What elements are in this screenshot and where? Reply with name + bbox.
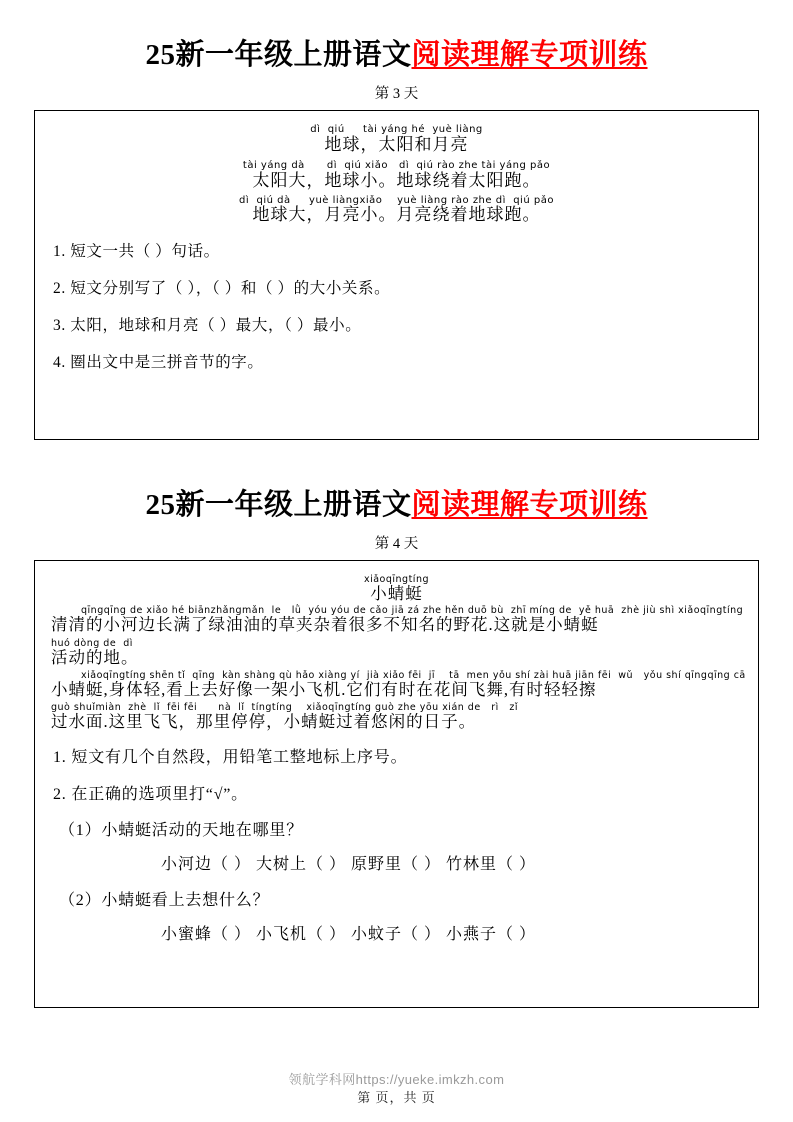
article-2-block-4 (51, 703, 742, 730)
article-1-line-1-hanzi: 太阳大，地球小。地球绕着太阳跑。 (252, 170, 541, 190)
article-1-line-2 (51, 196, 742, 224)
question-2-1: 1. 短文有几个自然段，用铅笔工整地标上序号。 (53, 749, 408, 767)
article-1-line-2-hanzi: 地球大，月亮小。月亮绕着地球跑。 (252, 205, 541, 225)
title-black-1: 25新一年级上册语文 (145, 39, 412, 71)
article-1-title (51, 125, 742, 153)
article-2-title-pinyin: xiǎoqīngtíng (363, 574, 430, 585)
article-2-block-3-hanzi: 小蜻蜓,身体轻,看上去好像一架小飞机.它们有时在花间飞舞,有时轻轻擦 (51, 679, 597, 699)
question-2-2-options-1: 小河边（ ） 大树上（ ） 原野里（ ） 竹林里（ ） (161, 856, 537, 874)
article-2-block-2-hanzi: 活动的地。 (51, 647, 139, 667)
article-2-block-2 (51, 639, 742, 666)
article-2 (51, 574, 746, 732)
article-2-block-4-hanzi: 过水面.这里飞飞，那里停停，小蜻蜓过着悠闲的日子。 (51, 712, 477, 732)
day-label-1: 第 3 天 (374, 86, 419, 102)
question-1-2: 2. 短文分别写了（ ），（ ）和（ ）的大小关系。 (53, 280, 391, 298)
question-1-4: 4. 圈出文中是三拼音节的字。 (53, 354, 264, 372)
article-1-line-1 (51, 161, 742, 189)
question-1-1: 1. 短文一共（ ）句话。 (53, 243, 220, 261)
question-2-2-sub-2: （2）小蜻蜓看上去想什么？ (59, 892, 270, 910)
article-2-title (51, 575, 742, 602)
question-2-2-sub-1: （1）小蜻蜓活动的天地在哪里？ (59, 822, 304, 840)
article-2-block-2-pinyin: huó dòng de dì (51, 637, 133, 649)
article-2-block-3-pinyin: xiǎoqīngtíng shēn tǐ qīng kàn shàng qù hǎo xiàng yí jià xiǎo fēi jī tā men yǒu shí zài huā jiān fēi wǔ yǒu shí qīngqīng cā (81, 669, 746, 681)
page-title-2 (34, 482, 759, 523)
article-1-title-hanzi: 地球，太阳和月亮 (324, 134, 469, 154)
article-2-block-4-pinyin: guò shuǐmiàn zhè lǐ fēi fēi nà lǐ tíngtíng xiǎoqīngtíng guò zhe yōu xián de rì zǐ (51, 702, 518, 714)
section-day3 (34, 32, 759, 440)
exercise-box-2 (34, 560, 759, 1008)
article-2-title-hanzi: 小蜻蜓 (370, 583, 423, 603)
question-2-2: 2. 在正确的选项里打“√”。 (53, 786, 248, 804)
day-label-2: 第 4 天 (374, 536, 419, 552)
article-1-line-2-pinyin: dì qiú dà yuè liàngxiǎo yuè liàng rào zhe dì qiú pǎo (239, 194, 554, 206)
article-2-block-3 (51, 669, 746, 699)
page-title-1 (34, 32, 759, 73)
title-red-1: 阅读理解专项训练 (411, 39, 648, 71)
article-1-title-pinyin: dì qiú tài yáng hé yuè liàng (310, 124, 483, 135)
question-1-3: 3. 太阳，地球和月亮（ ）最大，（ ）最小。 (53, 317, 362, 335)
section-day4 (34, 482, 759, 1008)
page-footer: 第 页，共 页 (357, 1090, 436, 1105)
article-2-block-1-hanzi: 清清的小河边长满了绿油油的草夹杂着很多不知名的野花.这就是小蜻蜓 (51, 615, 599, 635)
exercise-box-1 (34, 110, 759, 440)
title-black-2: 25新一年级上册语文 (145, 489, 412, 521)
article-2-block-1-pinyin: qīngqīng de xiǎo hé biānzhǎngmǎn le lǜ yóu yóu de cǎo jiā zá zhe hěn duō bù zhī míng de yě huā zhè jiù shì xiǎoqīngtíng (81, 605, 744, 617)
article-1-line-1-pinyin: tài yáng dà dì qiú xiǎo dì qiú rào zhe tài yáng pǎo (242, 160, 551, 172)
title-red-2: 阅读理解专项训练 (411, 489, 648, 521)
article-2-block-1 (51, 606, 742, 633)
watermark: 领航学科网https://yueke.imkzh.com (288, 1072, 505, 1087)
question-2-2-options-2: 小蜜蜂（ ） 小飞机（ ） 小蚊子（ ） 小燕子（ ） (161, 926, 537, 944)
